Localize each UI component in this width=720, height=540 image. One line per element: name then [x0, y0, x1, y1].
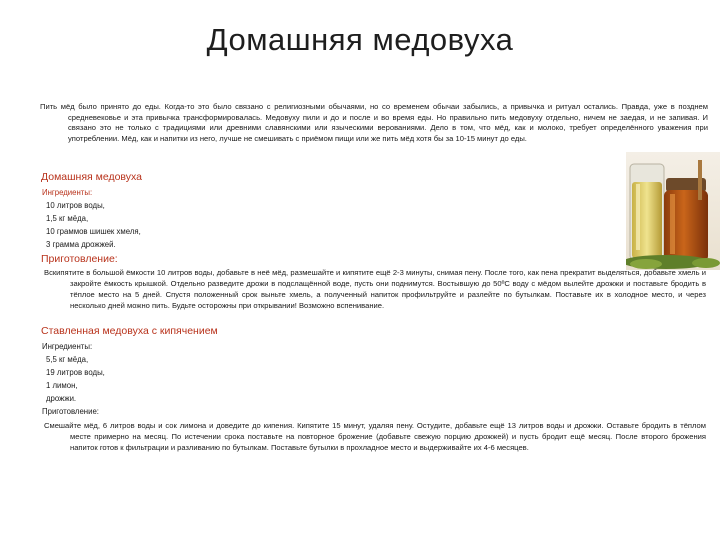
recipe1-heading: Домашняя медовуха [41, 171, 143, 183]
recipe2-prep-label: Приготовление: [42, 407, 99, 416]
page-title: Домашняя медовуха [206, 22, 514, 57]
recipe2-ingredient: 5,5 кг мёда, [46, 355, 89, 364]
recipe1-ingredient: 3 грамма дрожжей. [46, 240, 116, 249]
recipe2-prep-text: Смешайте мёд, 6 литров воды и сок лимона и доведите до кипения. Кипятите 15 минут, удаляя пену. Остудите, добавьте ещё 13 литров воды и дрожжи. Оставьте бродить в тёплом месте примерно на месяц. По истечении срока поставьте на повторное брожение (добавьте свежую порцию дрожжей) и пусть бродит ещё месяц. После второго брожения напиток готов к фильтрации и разливанию по бутылкам. Поставьте бутылки в прохладное место и выдерживайте их 4-6 месяцев. [44, 421, 706, 452]
recipe2-ingredient: дрожжи. [46, 394, 77, 403]
recipe1-prep-text: Вскипятите в большой ёмкости 10 литров воды, добавьте в неё мёд, размешайте и кипятите ещё 2-3 минуты, снимая пену. После того, как пена прекратит выделяться, добавьте хмель и закройте ёмкость крышкой. Отдельно разведите дрожи в подслащённой воде, пусть они поднимутся. Востывшую до 50ºС воду с мёдом вылейте дрожжи и поставьте бродить в тёплое место на 5 дней. Спустя положенный срок выньте хмель, а полученный напиток профильтруйте и разлейте по бутылкам. Поставьте их в холодное место, и через несколько дней можно пить. Будьте осторожны при открывании! Возможно вспенивание. [44, 268, 706, 310]
recipe1-ingredient: 1,5 кг мёда, [46, 214, 89, 223]
recipe1-prep-heading: Приготовление: [41, 253, 118, 265]
recipe2-heading: Ставленная медовуха с кипячением [41, 325, 218, 337]
mead-jars-photo [626, 152, 720, 270]
recipe2-ingredients-label: Ингредиенты: [42, 342, 93, 351]
recipe1-ingredients-label: Ингредиенты: [42, 188, 93, 197]
recipe2-ingredient: 1 лимон, [46, 381, 78, 390]
recipe1-ingredient: 10 литров воды, [46, 201, 105, 210]
recipe1-ingredient: 10 граммов шишек хмеля, [46, 227, 141, 236]
intro-paragraph: Пить мёд было принято до еды. Когда-то это было связано с религиозными обычаями, но со временем обычаи забылись, а привычка и ритуал остались. Правда, уже в позднем средневековье и эта привычка трансформировалась. Медовуху пили и до и после и во время еды. Но правильно пить медовуху отдельно, ничем не заедая, и не запивая. И связано это не только с традициями или древними славянскими или языческими верованиями. Дело в том, что мёд, как и молоко, требует определённого уважения при употреблении. Мёд, как и напитки из него, лучше не смешивать с приёмом пищи или же пить мёд хотя бы за 10-15 минут до еды. [40, 102, 708, 144]
recipe2-ingredient: 19 литров воды, [46, 368, 105, 377]
